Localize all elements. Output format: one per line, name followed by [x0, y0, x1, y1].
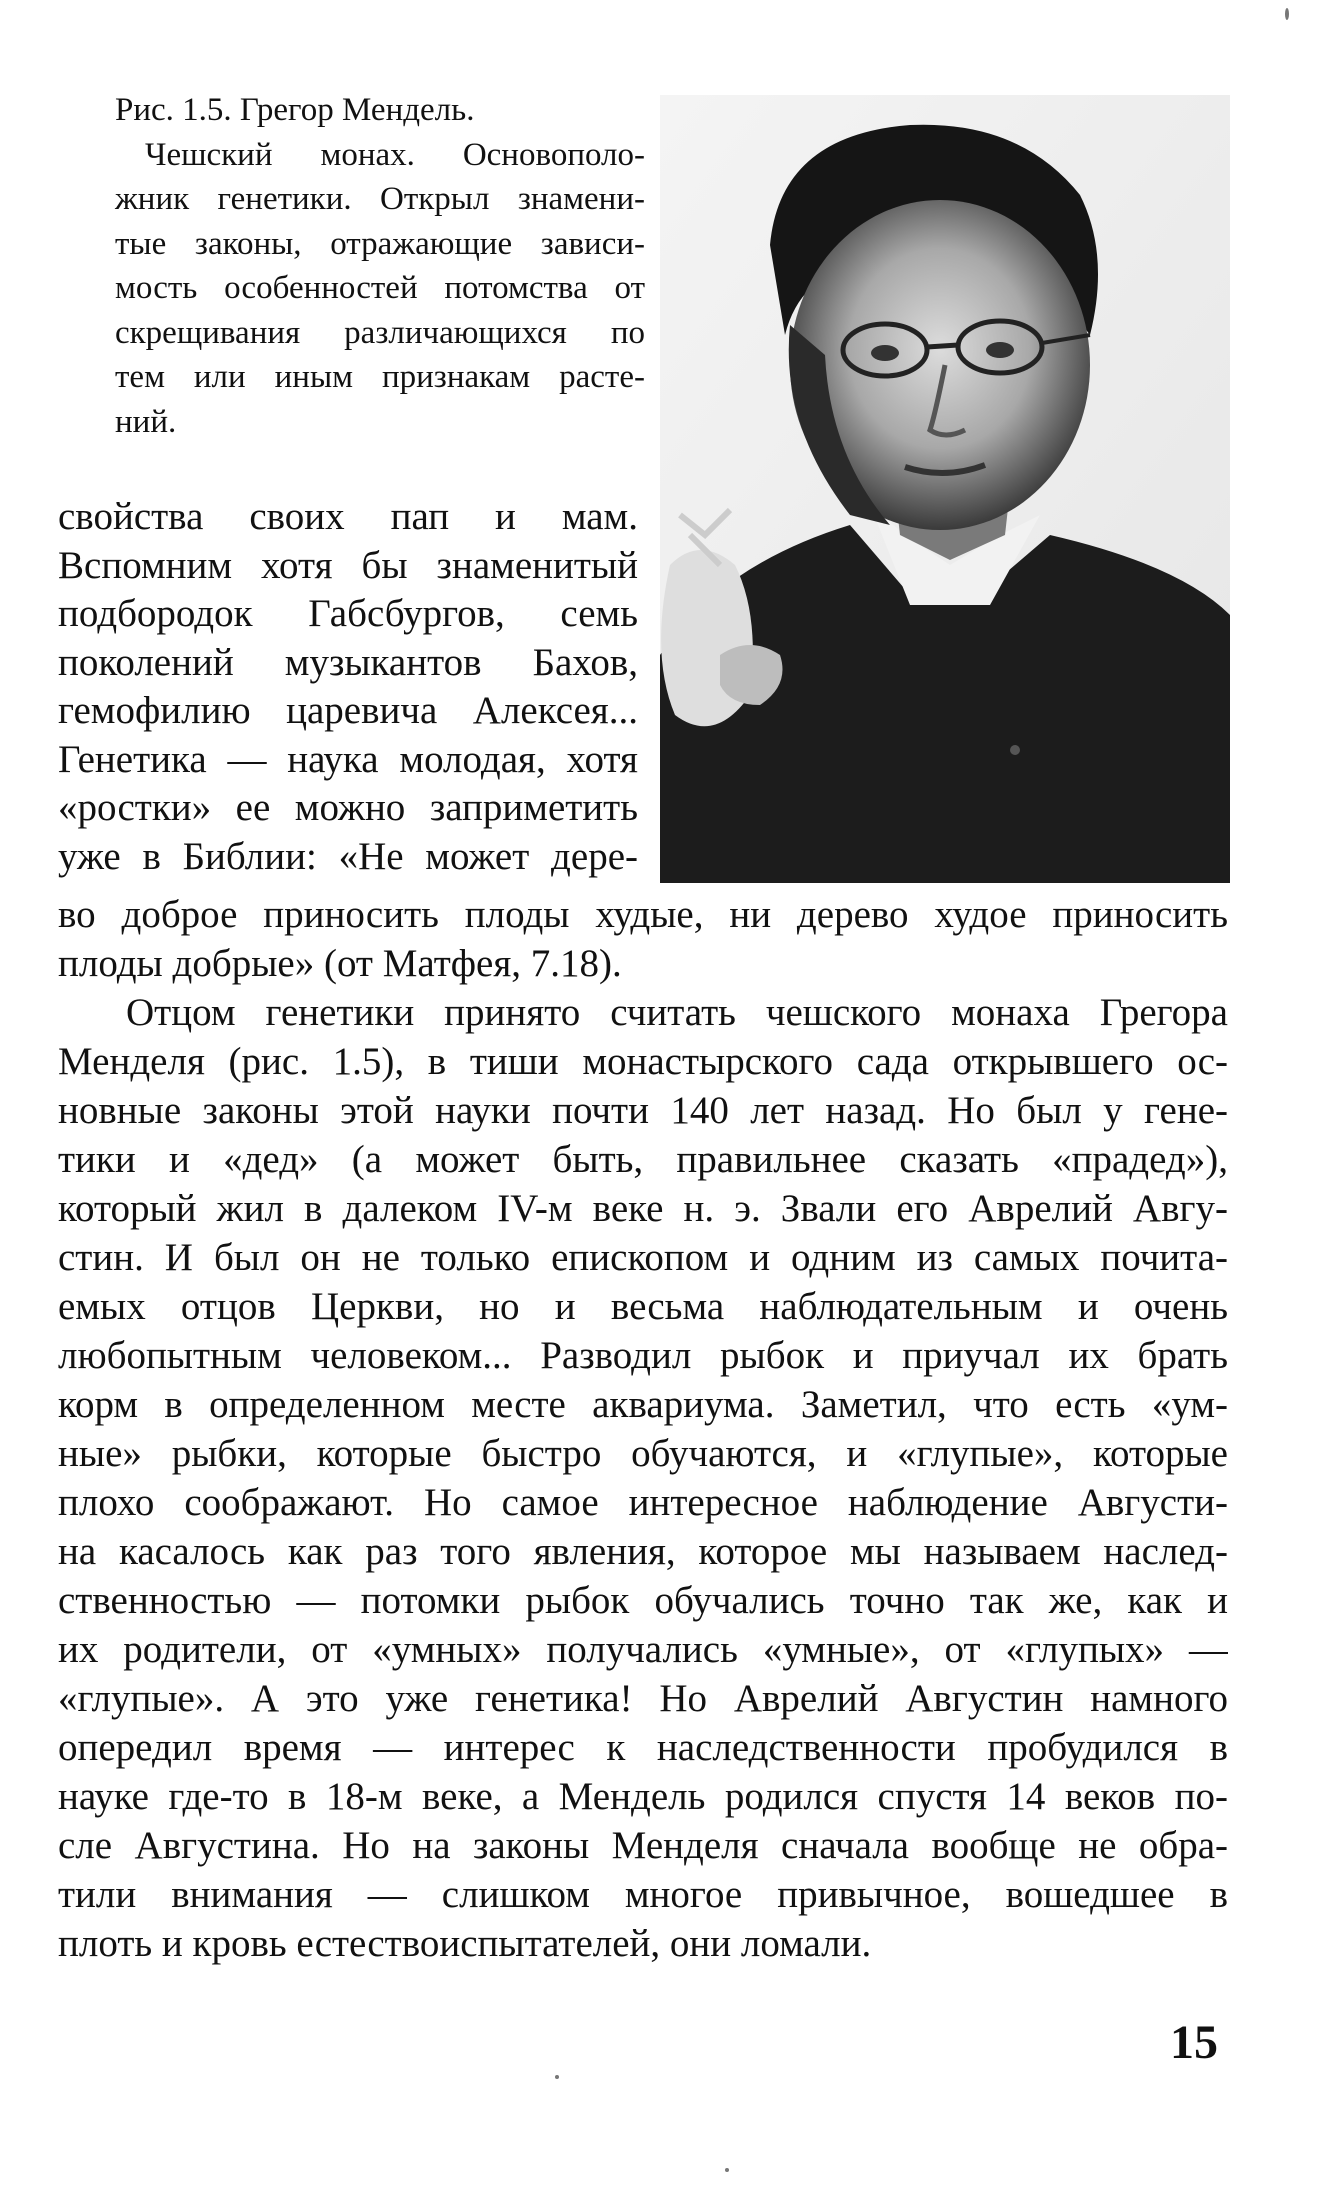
- caption-title: Рис. 1.5. Грегор Мендель.: [115, 92, 475, 128]
- text-line: уже в Библии: «Не может дере-: [58, 834, 638, 878]
- portrait-image: [660, 95, 1230, 883]
- text-line: стин. И был он не только епископом и одним из самых почита-: [58, 1236, 1228, 1279]
- text-line: тики и «дед» (а может быть, правильнее сказать «прадед»),: [58, 1138, 1228, 1181]
- scan-speck: [725, 2168, 729, 2172]
- text-line: на касалось как раз того явления, которое мы называем наслед-: [58, 1530, 1228, 1573]
- body-text: [58, 890, 1228, 1968]
- page-number: 15: [1170, 2016, 1218, 2069]
- text-line: их родители, от «умных» получались «умные», от «глупых» —: [58, 1628, 1228, 1671]
- text-line: Менделя (рис. 1.5), в тиши монастырского сада открывшего ос-: [58, 1040, 1228, 1083]
- caption-body: [115, 133, 645, 445]
- wrapped-paragraph: [58, 493, 638, 881]
- scan-speck: [555, 2075, 559, 2079]
- caption-line: тем или иным признакам расте-: [115, 359, 645, 395]
- figure-caption: [115, 88, 645, 444]
- caption-line: тые законы, отражающие зависи-: [115, 225, 645, 262]
- text-line: во доброе приносить плоды худые, ни дерево худое приносить: [58, 893, 1228, 936]
- text-line: который жил в далеком IV-м веке н. э. Звали его Аврелий Авгу-: [58, 1187, 1228, 1230]
- text-line: плоды добрые» (от Матфея, 7.18).: [58, 942, 622, 985]
- text-line: «ростки» ее можно заприметить: [58, 786, 638, 829]
- text-line: Отцом генетики принято считать чешского монаха Грегора: [126, 991, 1228, 1034]
- scan-speck: [1285, 8, 1289, 20]
- text-line: ственностью — потомки рыбок обучались точно так же, как и: [58, 1579, 1228, 1622]
- caption-line: жник генетики. Открыл знамени-: [115, 181, 645, 217]
- caption-line: мость особенностей потомства от: [115, 270, 645, 306]
- text-line: корм в определенном месте аквариума. Заметил, что есть «ум-: [58, 1383, 1228, 1426]
- text-line: емых отцов Церкви, но и весьма наблюдательным и очень: [58, 1285, 1228, 1328]
- caption-line: скрещивания различающихся по: [115, 314, 645, 351]
- caption-line: ний.: [115, 403, 177, 440]
- text-line: Вспомним хотя бы знаменитый: [58, 543, 638, 587]
- text-line: гемофилию царевича Алексея...: [58, 689, 638, 732]
- text-line: подбородок Габсбургов, семь: [58, 592, 638, 635]
- caption-line: Чешский монах. Основополо-: [145, 136, 645, 173]
- text-line: опередил время — интерес к наследственности пробудился в: [58, 1726, 1228, 1769]
- mendel-portrait: [660, 95, 1230, 883]
- text-line: новные законы этой науки почти 140 лет назад. Но был у гене-: [58, 1089, 1228, 1132]
- text-line: Генетика — наука молодая, хотя: [58, 737, 638, 781]
- text-line: тили внимания — слишком многое привычное, вошедшее в: [58, 1873, 1228, 1916]
- text-line: плоть и кровь естествоиспытателей, они ломали.: [58, 1922, 872, 1965]
- text-line: сле Августина. Но на законы Менделя сначала вообще не обра-: [58, 1824, 1228, 1867]
- text-line: плохо соображают. Но самое интересное наблюдение Августи-: [58, 1481, 1228, 1524]
- text-line: поколений музыкантов Бахов,: [58, 640, 638, 684]
- text-line: науке где-то в 18-м веке, а Мендель родился спустя 14 веков по-: [58, 1775, 1228, 1818]
- text-line: любопытным человеком... Разводил рыбок и приучал их брать: [58, 1334, 1228, 1377]
- text-line: свойства своих пап и мам.: [58, 495, 638, 538]
- text-line: ные» рыбки, которые быстро обучаются, и «глупые», которые: [58, 1432, 1228, 1475]
- text-line: «глупые». А это уже генетика! Но Аврелий Августин намного: [58, 1677, 1228, 1720]
